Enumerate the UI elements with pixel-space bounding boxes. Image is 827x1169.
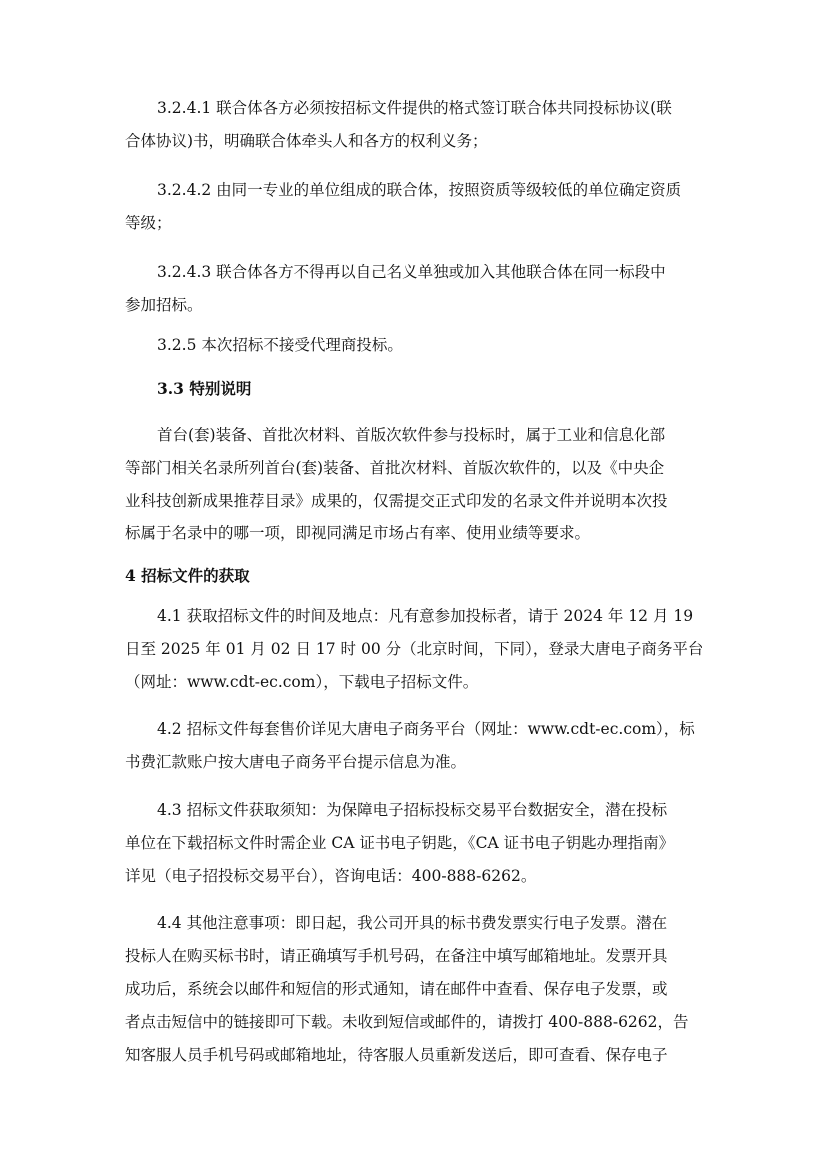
para-4-2-line-1: 4.2 招标文件每套售价详见大唐电子商务平台（网址：www.cdt-ec.com），标 [157, 720, 695, 738]
heading-3-3: 3.3 特别说明 [157, 379, 252, 398]
para-4-1-line-3: （网址：www.cdt-ec.com），下载电子招标文件。 [125, 673, 479, 691]
para-4-1-line-2: 日至 2025 年 01 月 02 日 17 时 00 分（北京时间，下同），登录大唐电子商务平台 [125, 640, 704, 658]
para-3-2-5: 3.2.5 本次招标不接受代理商投标。 [157, 336, 403, 354]
para-4-4-line-4: 者点击短信中的链接即可下载。未收到短信或邮件的，请拨打 400-888-6262，告 [125, 1013, 689, 1031]
heading-4: 4 招标文件的获取 [125, 566, 250, 585]
para-4-4-line-1: 4.4 其他注意事项：即日起，我公司开具的标书费发票实行电子发票。潜在 [157, 914, 668, 932]
para-3-2-4-1-line-2: 合体协议)书，明确联合体牵头人和各方的权利义务； [125, 132, 488, 150]
para-3-3-line-1: 首台(套)装备、首批次材料、首版次软件参与投标时，属于工业和信息化部 [157, 426, 666, 444]
para-4-3-line-1: 4.3 招标文件获取须知：为保障电子招标投标交易平台数据安全，潜在投标 [157, 801, 668, 819]
para-3-2-4-3-line-2: 参加招标。 [125, 296, 203, 314]
para-4-4-line-5: 知客服人员手机号码或邮箱地址，待客服人员重新发送后，即可查看、保存电子 [125, 1046, 668, 1064]
para-3-3-line-3: 业科技创新成果推荐目录》成果的，仅需提交正式印发的名录文件并说明本次投 [125, 492, 668, 510]
para-3-2-4-2-line-2: 等级； [125, 214, 172, 232]
para-4-3-line-3: 详见（电子招投标交易平台），咨询电话：400-888-6262。 [125, 867, 537, 885]
para-4-2-line-2: 书费汇款账户按大唐电子商务平台提示信息为准。 [125, 753, 467, 771]
para-3-3-line-4: 标属于名录中的哪一项，即视同满足市场占有率、使用业绩等要求。 [125, 524, 591, 542]
para-4-1-line-1: 4.1 获取招标文件的时间及地点：凡有意参加投标者，请于 2024 年 12 月 19 [157, 607, 694, 625]
para-4-4-line-3: 成功后，系统会以邮件和短信的形式通知，请在邮件中查看、保存电子发票，或 [125, 980, 668, 998]
para-3-3-line-2: 等部门相关名录所列首台(套)装备、首批次材料、首版次软件的，以及《中央企 [125, 459, 665, 477]
para-4-4-line-2: 投标人在购买标书时，请正确填写手机号码，在备注中填写邮箱地址。发票开具 [125, 947, 668, 965]
para-4-3-line-2: 单位在下载招标文件时需企业 CA 证书电子钥匙，《CA 证书电子钥匙办理指南》 [125, 834, 675, 852]
para-3-2-4-2-line-1: 3.2.4.2 由同一专业的单位组成的联合体，按照资质等级较低的单位确定资质 [157, 181, 682, 199]
para-3-2-4-1-line-1: 3.2.4.1 联合体各方必须按招标文件提供的格式签订联合体共同投标协议(联 [157, 99, 672, 117]
para-3-2-4-3-line-1: 3.2.4.3 联合体各方不得再以自己名义单独或加入其他联合体在同一标段中 [157, 263, 666, 281]
